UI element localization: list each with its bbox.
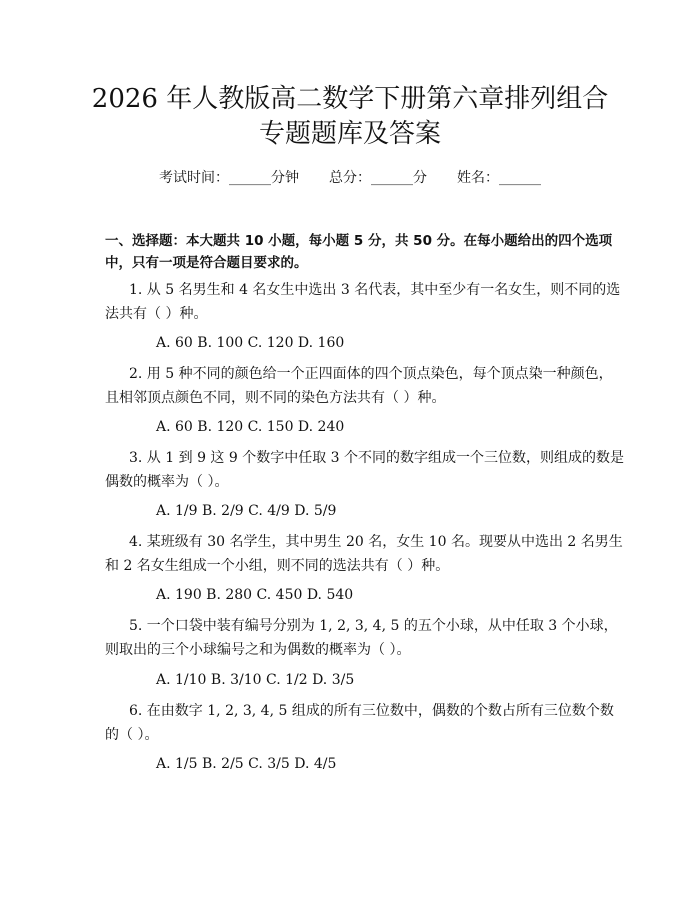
- question-4: 4. 某班级有 30 名学生，其中男生 20 名，女生 10 名。现要从中选出 2 名男生和 2 名女生组成一个小组，则不同的选法共有（ ）种。: [105, 534, 623, 574]
- question-2-options: A. 60 B. 120 C. 150 D. 240: [156, 419, 345, 435]
- page-title: 2026 年人教版高二数学下册第六章排列组合: [91, 84, 609, 114]
- question-6: 6. 在由数字 1, 2, 3, 4, 5 组成的所有三位数中，偶数的个数占所有三位数个数的（ ）。: [105, 703, 614, 743]
- exam-time: 考试时间：______分钟: [159, 170, 299, 186]
- question-3: 3. 从 1 到 9 这 9 个数字中任取 3 个不同的数字组成一个三位数，则组成的数是偶数的概率为（ ）。: [105, 450, 625, 490]
- question-3-options: A. 1/9 B. 2/9 C. 4/9 D. 5/9: [156, 503, 337, 519]
- section-heading: 一、选择题：本大题共 10 小题，每小题 5 分，共 50 分。在每小题给出的四个选项中，只有一项是符合题目要求的。: [105, 233, 613, 271]
- exam-score: 总分：______分: [329, 170, 427, 186]
- question-5: 5. 一个口袋中装有编号分别为 1, 2, 3, 4, 5 的五个小球，从中任取 3 个小球，则取出的三个小球编号之和为偶数的概率为（ ）。: [105, 618, 618, 658]
- exam-name: 姓名：______: [457, 170, 541, 186]
- question-1-options: A. 60 B. 100 C. 120 D. 160: [156, 335, 345, 351]
- exam-meta: [0, 168, 700, 188]
- question-4-options: A. 190 B. 280 C. 450 D. 540: [156, 587, 354, 603]
- question-5-options: A. 1/10 B. 3/10 C. 1/2 D. 3/5: [156, 672, 355, 688]
- question-2: 2. 用 5 种不同的颜色给一个正四面体的四个顶点染色，每个顶点染一种颜色，且相邻顶点颜色不同，则不同的染色方法共有（ ）种。: [105, 366, 613, 406]
- page-subtitle: 专题题库及答案: [258, 119, 441, 149]
- question-1: 1. 从 5 名男生和 4 名女生中选出 3 名代表，其中至少有一名女生，则不同的选法共有（ ）种。: [105, 282, 621, 322]
- question-6-options: A. 1/5 B. 2/5 C. 3/5 D. 4/5: [156, 756, 337, 772]
